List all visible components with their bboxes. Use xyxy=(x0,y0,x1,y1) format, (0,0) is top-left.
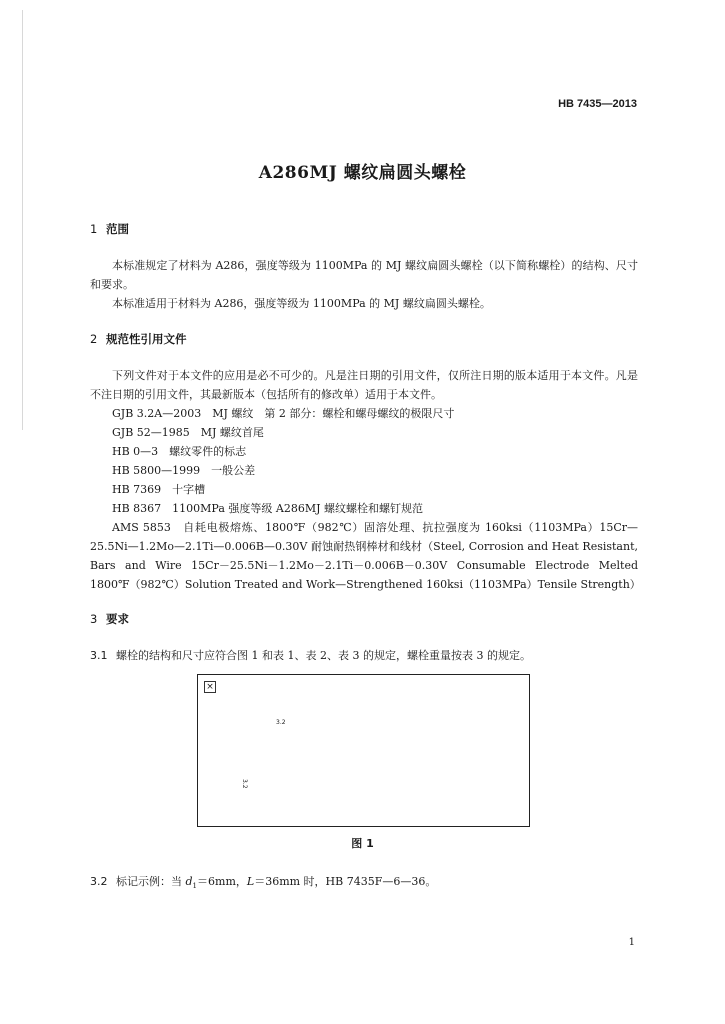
scan-edge-line xyxy=(22,10,23,430)
requirement-3-2 xyxy=(90,873,436,890)
clause-text: 螺栓的结构和尺寸应符合图 1 和表 1、表 2、表 3 的规定，螺栓重量按表 3 的规定。 xyxy=(116,649,531,662)
reference-item: HB 5800—1999 一般公差 xyxy=(112,464,256,477)
broken-image-icon: × xyxy=(204,681,216,693)
standard-code: HB 7435—2013 xyxy=(558,98,637,110)
clause-number: 3.1 xyxy=(90,649,108,662)
var-L: L xyxy=(246,875,255,888)
scope-paragraph-2: 本标准适用于材料为 A286，强度等级为 1100MPa 的 MJ 螺纹扁圆头螺栓。 xyxy=(112,297,491,310)
clause-text-pre: 标记示例：当 xyxy=(116,875,186,888)
references-intro: 下列文件对于本文件的应用是必不可少的。凡是注日期的引用文件，仅所注日期的版本适用于本文件。凡是不注日期的引用文件，其最新版本（包括所有的修改单）适用于本文件。 xyxy=(90,369,638,401)
requirement-3-1 xyxy=(90,646,638,665)
dimension-label: 3.2 xyxy=(241,779,248,789)
figure-1-frame xyxy=(197,674,530,827)
section-number: 3 xyxy=(90,612,98,626)
clause-text-mid: ＝6mm， xyxy=(197,875,247,888)
reference-ams: AMS 5853 自耗电极熔炼、1800℉（982℃）固溶处理、抗拉强度为 160ksi（1103MPa）15Cr—25.5Ni—1.2Mo—2.1Ti—0.006B—0.30V 耐蚀耐热钢棒材和线材（Steel, Corrosion and Heat Resistant, Bars and Wire 15Cr－25.5Ni－1.2Mo－2.1Ti－0.006B－0.30V Consumable Electrode Melted 1800℉（982℃）Solution Treated and Work—Strengthened 160ksi（1103MPa）Tensile Strength） xyxy=(90,521,641,591)
scope-paragraph-1: 本标准规定了材料为 A286，强度等级为 1100MPa 的 MJ 螺纹扁圆头螺栓（以下简称螺栓）的结构、尺寸和要求。 xyxy=(90,259,638,291)
section-title: 要求 xyxy=(106,612,129,626)
section-number: 2 xyxy=(90,332,98,346)
section-heading-scope xyxy=(90,221,129,237)
reference-item: GJB 52—1985 MJ 螺纹首尾 xyxy=(112,426,264,439)
reference-item: HB 0—3 螺纹零件的标志 xyxy=(112,445,247,458)
clause-number: 3.2 xyxy=(90,875,108,888)
section-number: 1 xyxy=(90,222,98,236)
reference-item: HB 7369 十字槽 xyxy=(112,483,206,496)
section-title: 范围 xyxy=(106,222,129,236)
section-heading-references xyxy=(90,331,187,347)
section-heading-requirements xyxy=(90,611,129,627)
var-d-subscript: 1 xyxy=(192,882,198,891)
reference-item: GJB 3.2A—2003 MJ 螺纹 第 2 部分：螺栓和螺母螺纹的极限尺寸 xyxy=(112,407,455,420)
document-title: A286MJ 螺纹扁圆头螺栓 xyxy=(258,163,467,183)
var-d: d xyxy=(185,875,193,888)
clause-text-post: ＝36mm 时，HB 7435F—6—36。 xyxy=(254,875,437,888)
figure-caption: 图 1 xyxy=(351,837,374,850)
page-number: 1 xyxy=(628,937,635,948)
dimension-label: 3.2 xyxy=(276,719,286,726)
reference-item: HB 8367 1100MPa 强度等级 A286MJ 螺纹螺栓和螺钉规范 xyxy=(112,502,423,515)
section-title: 规范性引用文件 xyxy=(106,332,187,346)
